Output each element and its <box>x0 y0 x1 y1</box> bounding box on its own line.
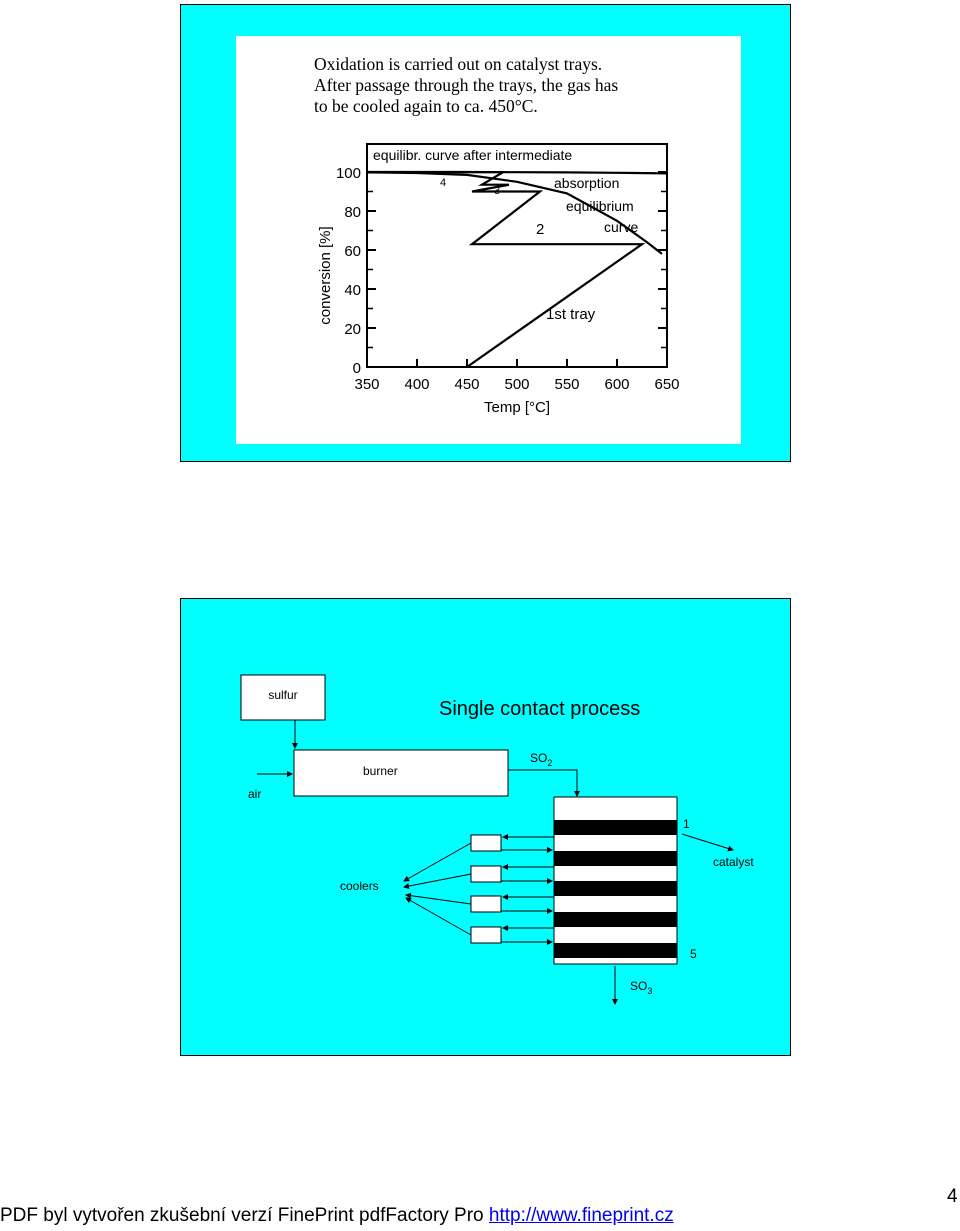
x-tick-label: 350 <box>354 376 380 393</box>
process-diagram <box>180 598 791 1056</box>
catalyst-tray <box>554 943 677 958</box>
caption-line: to be cooled again to ca. 450°C. <box>314 96 538 116</box>
annotation-tray-2: 2 <box>536 221 545 238</box>
coolers-pointer <box>406 898 471 935</box>
slide-2 <box>180 598 791 1056</box>
y-tick-label: 100 <box>335 165 361 182</box>
annotation-equilibrium: equilibrium <box>566 198 634 214</box>
annotation-top-curve: equilibr. curve after intermediate <box>373 147 573 163</box>
x-tick-label: 550 <box>554 376 580 393</box>
annotation-curve: curve <box>604 219 639 235</box>
coolers-pointer <box>404 843 471 881</box>
caption-line: Oxidation is carried out on catalyst trays. <box>314 54 603 74</box>
catalyst-tray <box>554 820 677 835</box>
coolers-label: coolers <box>339 878 379 893</box>
catalyst-pointer <box>682 834 733 850</box>
x-tick-label: 650 <box>654 376 680 393</box>
cooler-box <box>471 927 501 943</box>
caption-line: After passage through the trays, the gas has <box>314 75 619 95</box>
page-number: 4 <box>947 1186 958 1207</box>
air-label: air <box>247 786 261 801</box>
so2-label: $SO_2$ <box>529 750 552 768</box>
x-axis-label: Temp [°C] <box>483 399 551 416</box>
annotation-tray-3: 3 <box>494 185 501 197</box>
footer <box>0 1205 674 1227</box>
so2-flow-arrow <box>508 770 577 796</box>
y-tick-label: 40 <box>344 282 361 299</box>
x-tick-label: 600 <box>604 376 630 393</box>
y-axis-label: conversion [%] <box>317 226 334 325</box>
tray-5-label: 5 <box>689 946 697 961</box>
cooler-box <box>471 866 501 882</box>
x-tick-label: 500 <box>504 376 530 393</box>
catalyst-tray <box>554 912 677 927</box>
burner-box <box>294 750 508 796</box>
sulfur-label: sulfur <box>267 687 298 702</box>
catalyst-label: catalyst <box>712 854 754 869</box>
y-tick-label: 0 <box>352 360 361 377</box>
cooler-box <box>471 835 501 851</box>
slide-1 <box>180 4 791 462</box>
annotation-absorption: absorption <box>554 175 620 191</box>
plot-frame <box>367 144 667 367</box>
x-tick-label: 400 <box>404 376 430 393</box>
coolers-pointer <box>404 874 471 887</box>
cooler-box <box>471 896 501 912</box>
x-tick-label: 450 <box>454 376 480 393</box>
figure-panel <box>236 36 741 444</box>
annotation-tray-4: 4 <box>440 177 447 189</box>
conversion-chart <box>236 36 741 444</box>
catalyst-tray <box>554 881 677 896</box>
catalyst-tray <box>554 851 677 866</box>
footer-text: PDF byl vytvořen zkušební verzí FinePrint pdfFactory Pro <box>0 1205 489 1226</box>
footer-link[interactable]: http://www.fineprint.cz <box>488 1205 674 1226</box>
annotation-first-tray: 1st tray <box>546 306 596 323</box>
y-tick-label: 20 <box>344 321 361 338</box>
burner-label: burner <box>362 763 398 778</box>
tray-1-label: 1 <box>682 816 690 831</box>
y-tick-label: 80 <box>344 204 361 221</box>
y-tick-label: 60 <box>344 243 361 260</box>
coolers-pointer <box>406 895 471 904</box>
diagram-title: Single contact process <box>438 697 640 720</box>
so3-label: $SO_3$ <box>629 978 652 996</box>
